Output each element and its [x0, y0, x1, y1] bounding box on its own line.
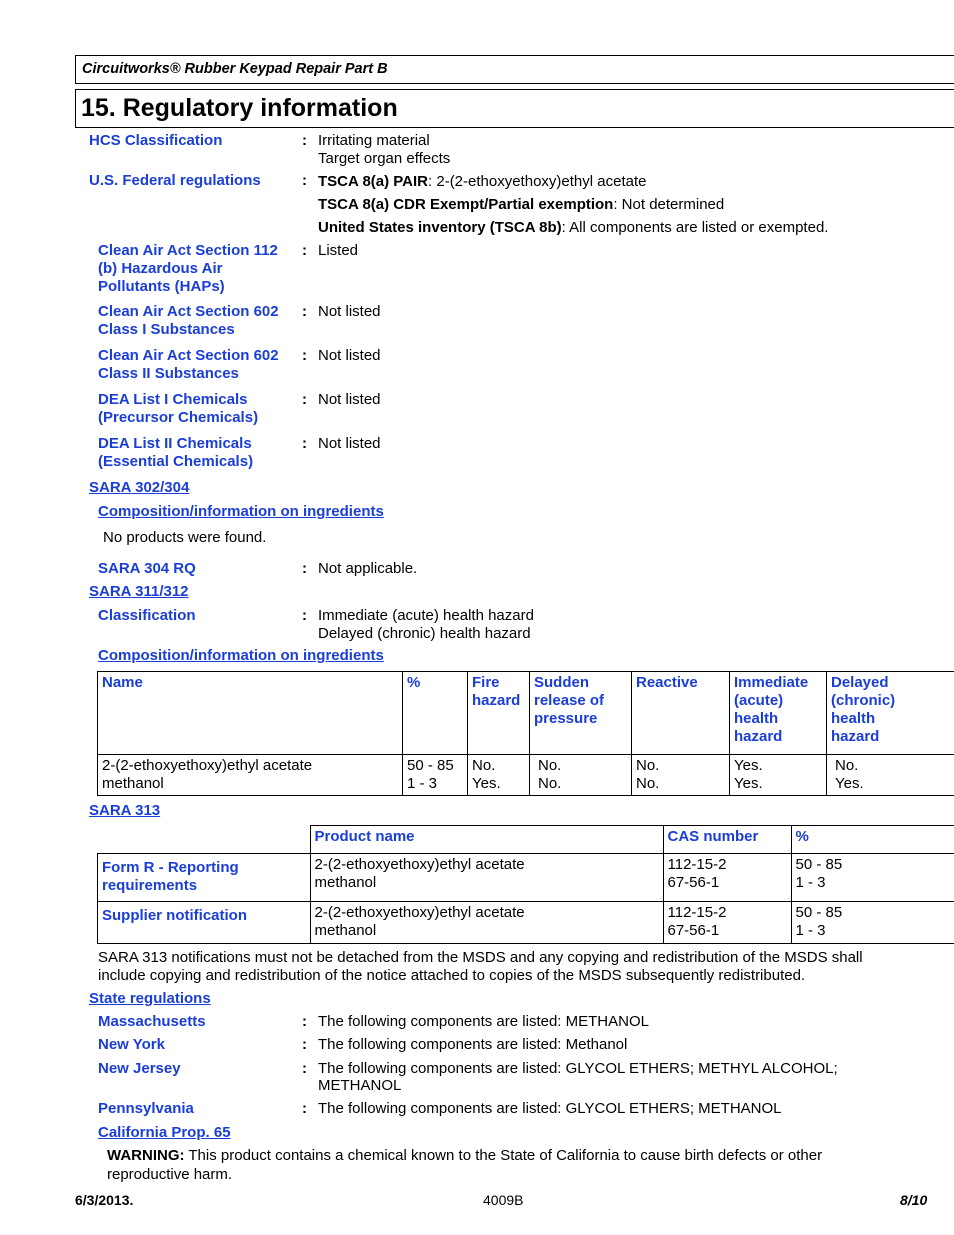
table-row — [98, 755, 954, 796]
dea-list1-line2: (Precursor Chemicals) — [98, 409, 259, 426]
caa112-value: Listed — [318, 242, 359, 259]
colon: : — [302, 391, 307, 408]
tsca-pair-label: TSCA 8(a) PAIR — [318, 173, 429, 190]
col-reactive: Reactive — [632, 672, 730, 755]
col-name: Name — [98, 672, 403, 755]
col-sudden — [530, 672, 632, 755]
section-header — [75, 89, 954, 128]
row1-name: 2-(2-ethoxyethoxy)ethyl acetate — [102, 757, 313, 774]
caa602-class2-label — [98, 347, 279, 383]
tsca-cdr — [318, 196, 724, 214]
sara313-link[interactable]: SARA 313 — [89, 802, 161, 819]
caa602-class2-line2: Class II Substances — [98, 365, 239, 382]
caa602-class1-label — [98, 303, 279, 339]
supplier-pct1: 50 - 85 — [795, 904, 843, 921]
row1-immediate: Yes. — [734, 757, 763, 774]
col-delayed-line4: hazard — [831, 728, 880, 745]
prop65-warning-line1 — [107, 1147, 822, 1165]
dea-list2-line2: (Essential Chemicals) — [98, 453, 254, 470]
supplier-pct2: 1 - 3 — [795, 922, 826, 939]
caa602-class2-line1: Clean Air Act Section 602 — [98, 347, 279, 364]
colon: : — [302, 347, 307, 364]
footer-date: 6/3/2013. — [75, 1192, 134, 1208]
dea-list2-label — [98, 435, 253, 471]
supplier-cas2: 67-56-1 — [667, 922, 720, 939]
col-pct: % — [403, 672, 468, 755]
product-header — [75, 55, 954, 84]
sara304-rq-value: Not applicable. — [318, 560, 418, 577]
prop65-warning-line2: reproductive harm. — [107, 1166, 233, 1183]
dea-list1-value: Not listed — [318, 391, 381, 408]
col-immediate-line1: Immediate — [734, 674, 809, 691]
col-delayed-line1: Delayed — [831, 674, 889, 691]
col-delayed — [827, 672, 954, 755]
caa112-line1: Clean Air Act Section 112 — [98, 242, 278, 259]
footer-code: 4009B — [483, 1192, 524, 1208]
colon: : — [302, 607, 307, 624]
massachusetts-value: The following components are listed: METHANOL — [318, 1013, 649, 1030]
row1-reactive: No. — [636, 757, 660, 774]
form-r-pct — [791, 854, 954, 902]
form-r-cas2: 67-56-1 — [667, 874, 720, 891]
hcs-line2: Target organ effects — [318, 150, 451, 167]
col-fire-line1: Fire — [472, 674, 500, 691]
sara311-link[interactable]: SARA 311/312 — [89, 583, 189, 600]
form-r-product2: methanol — [314, 874, 377, 891]
colon: : — [302, 172, 307, 189]
hcs-line1: Irritating material — [318, 132, 430, 149]
sara311-composition-link[interactable]: Composition/information on ingredients — [98, 647, 384, 664]
row2-sudden: No. — [538, 775, 562, 792]
col-delayed-line2: (chronic) — [831, 692, 896, 709]
state-regulations-link[interactable]: State regulations — [89, 990, 211, 1007]
new-jersey-value-line2: METHANOL — [318, 1077, 402, 1094]
form-r-cas1: 112-15-2 — [667, 856, 727, 873]
cell-pct — [403, 755, 468, 796]
form-r-cas — [663, 854, 791, 902]
pennsylvania-label: Pennsylvania — [98, 1100, 194, 1117]
row1-delayed: No. — [835, 757, 859, 774]
colon: : — [302, 242, 307, 259]
pennsylvania-value: The following components are listed: GLYCOL ETHERS; METHANOL — [318, 1100, 782, 1117]
tsca-inv-value: : All components are listed or exempted. — [561, 219, 829, 236]
new-jersey-label: New Jersey — [98, 1060, 181, 1077]
tsca-inv-label: United States inventory (TSCA 8b) — [318, 219, 562, 236]
colon: : — [302, 132, 307, 149]
supplier-cas1: 112-15-2 — [667, 904, 727, 921]
col-sudden-line3: pressure — [534, 710, 598, 727]
caa112-line3: Pollutants (HAPs) — [98, 278, 225, 295]
colon: : — [302, 560, 307, 577]
sara313-table — [97, 825, 954, 944]
tsca-cdr-label: TSCA 8(a) CDR Exempt/Partial exemption — [318, 196, 614, 213]
col-pct: % — [791, 826, 954, 854]
cell-reactive — [632, 755, 730, 796]
row2-delayed: Yes. — [835, 775, 864, 792]
warning-label: WARNING: — [107, 1147, 185, 1164]
caa602-class1-line1: Clean Air Act Section 602 — [98, 303, 279, 320]
caa602-class1-line2: Class I Substances — [98, 321, 235, 338]
federal-label: U.S. Federal regulations — [89, 172, 261, 189]
cell-fire — [468, 755, 530, 796]
row2-reactive: No. — [636, 775, 660, 792]
form-r-pct2: 1 - 3 — [795, 874, 826, 891]
col-sudden-line2: release of — [534, 692, 605, 709]
col-immediate-line4: hazard — [734, 728, 783, 745]
caa602-class1-value: Not listed — [318, 303, 381, 320]
sara304-rq-label: SARA 304 RQ — [98, 560, 196, 577]
row2-fire: Yes. — [472, 775, 501, 792]
colon: : — [302, 303, 307, 320]
hazard-table — [97, 671, 954, 796]
row2-name: methanol — [102, 775, 164, 792]
section-title: 15. Regulatory information — [81, 94, 398, 122]
classification-line2: Delayed (chronic) health hazard — [318, 625, 531, 642]
col-cas-number: CAS number — [663, 826, 791, 854]
supplier-product1: 2-(2-ethoxyethoxy)ethyl acetate — [314, 904, 525, 921]
sara313-note-line2: include copying and redistribution of the notice attached to copies of the MSDS subsequently redistributed. — [98, 967, 806, 984]
row2-immediate: Yes. — [734, 775, 763, 792]
row1-sudden: No. — [538, 757, 562, 774]
warning-text: This product contains a chemical known to the State of California to cause birth defects or other — [184, 1147, 823, 1164]
supplier-pct — [791, 902, 954, 944]
col-immediate-line3: health — [734, 710, 779, 727]
dea-list2-value: Not listed — [318, 435, 381, 452]
tsca-cdr-value: : Not determined — [613, 196, 725, 213]
caa602-class2-value: Not listed — [318, 347, 381, 364]
tsca-inventory — [318, 219, 828, 237]
sara302-composition-link[interactable]: Composition/information on ingredients — [98, 503, 384, 520]
colon: : — [302, 1036, 307, 1053]
col-immediate-line2: (acute) — [734, 692, 784, 709]
tsca-pair-value: : 2-(2-ethoxyethoxy)ethyl acetate — [428, 173, 647, 190]
form-r-pct1: 50 - 85 — [795, 856, 843, 873]
new-jersey-value-line1: The following components are listed: GLYCOL ETHERS; METHYL ALCOHOL; — [318, 1060, 838, 1077]
cell-delayed — [827, 755, 954, 796]
product-name: Circuitworks® Rubber Keypad Repair Part B — [82, 61, 388, 77]
supplier-product2: methanol — [314, 922, 377, 939]
prop65-link[interactable]: California Prop. 65 — [98, 1124, 231, 1141]
col-product-name: Product name — [310, 826, 663, 854]
supplier-notification-label: Supplier notification — [98, 902, 311, 944]
table-row — [98, 902, 954, 944]
caa112-line2: (b) Hazardous Air — [98, 260, 223, 277]
hazard-table-header — [98, 672, 954, 755]
classification-label: Classification — [98, 607, 196, 624]
new-york-value: The following components are listed: Methanol — [318, 1036, 628, 1053]
supplier-cas — [663, 902, 791, 944]
classification-line1: Immediate (acute) health hazard — [318, 607, 534, 624]
form-r-products — [310, 854, 663, 902]
row2-pct: 1 - 3 — [407, 775, 438, 792]
table-row — [98, 854, 954, 902]
form-r-line2: requirements — [102, 877, 198, 894]
sara313-note-line1: SARA 313 notifications must not be detached from the MSDS and any copying and redistribution of the MSDS shall — [98, 949, 863, 966]
colon: : — [302, 1060, 307, 1077]
supplier-products — [310, 902, 663, 944]
hcs-label: HCS Classification — [89, 132, 223, 149]
massachusetts-label: Massachusetts — [98, 1013, 206, 1030]
cell-sudden — [530, 755, 632, 796]
cell-name — [98, 755, 403, 796]
col-fire-line2: hazard — [472, 692, 521, 709]
empty-header-cell — [98, 826, 311, 854]
dea-list1-label — [98, 391, 258, 427]
cell-immediate — [730, 755, 827, 796]
sara302-link[interactable]: SARA 302/304 — [89, 479, 190, 496]
dea-list2-line1: DEA List II Chemicals — [98, 435, 252, 452]
footer-page: 8/10 — [900, 1192, 928, 1208]
colon: : — [302, 1013, 307, 1030]
row1-fire: No. — [472, 757, 496, 774]
dea-list1-line1: DEA List I Chemicals — [98, 391, 248, 408]
col-sudden-line1: Sudden — [534, 674, 589, 691]
form-r-product1: 2-(2-ethoxyethoxy)ethyl acetate — [314, 856, 525, 873]
no-products-text: No products were found. — [103, 529, 267, 546]
colon: : — [302, 1100, 307, 1117]
col-delayed-line3: health — [831, 710, 876, 727]
form-r-label — [98, 854, 311, 902]
col-immediate — [730, 672, 827, 755]
caa112-label — [98, 242, 278, 296]
form-r-line1: Form R - Reporting — [102, 859, 239, 876]
sara313-header — [98, 826, 954, 854]
col-fire — [468, 672, 530, 755]
colon: : — [302, 435, 307, 452]
new-york-label: New York — [98, 1036, 165, 1053]
row1-pct: 50 - 85 — [407, 757, 454, 774]
tsca-pair — [318, 173, 646, 191]
